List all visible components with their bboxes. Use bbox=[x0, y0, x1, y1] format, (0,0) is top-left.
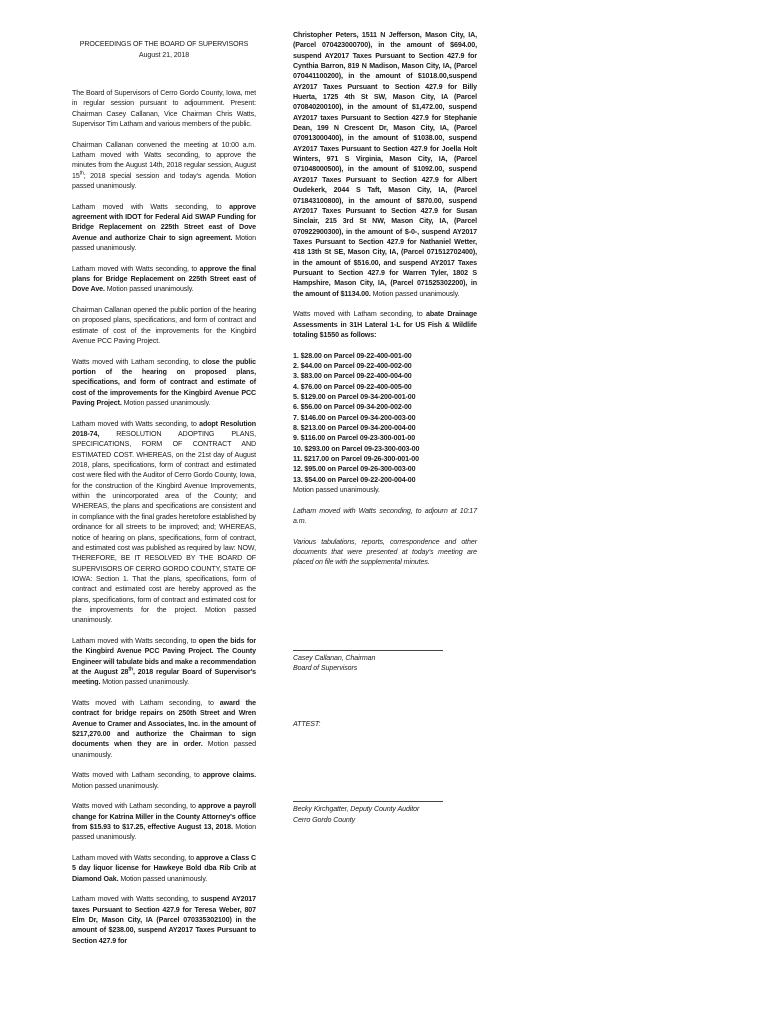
signature-line bbox=[293, 801, 443, 802]
list-item: 3. $83.00 on Parcel 09-22-400-004-00 bbox=[293, 372, 412, 381]
signer-name: Casey Callanan, Chairman bbox=[293, 653, 376, 662]
list-item: 9. $116.00 on Parcel 09-23-300-001-00 bbox=[293, 434, 416, 443]
parcel-list bbox=[293, 351, 477, 485]
paragraph-tax-suspension-cont: Christopher Peters, 1511 N Jefferson, Mason City, IA, (Parcel 070423000700), in the amount of $694.00, suspend AY2017 Taxes Pursuant to Section 427.9 for Cynthia Barron, 819 N Madison, Mason City, IA, (Parcel 070441100200), in the amount of $1018.00,suspend AY2017 Taxes Pursuant to Section 427.9 for Billy Huerta, 1725 4th St SW, Mason City, IA (Parcel 070840200100), in the amount of $1,472.00, suspend AY2017 taxes Pursuant to Section 427.9 for Stephanie Dean, 199 N Crescent Dr, Mason City, IA, (Parcel 070913000400), in the amount of $1038.00, suspend AY2017 Taxes Pursuant to Section 427.9 for Joella Holt Winters, 971 S Virginia, Mason City, IA, (Parcel 071048000500), in the amount of $1092.00, suspend AY2017 Taxes Pursuant to Section 427.9 for Albert Oudekerk, 2044 S Taft, Mason City, IA, (Parcel 071843100800), in the amount of $870.00, suspend AY2017 Taxes Pursuant to Section 427.9 for Susan Sinclair, 215 3rd St NW, Mason City, IA, (Parcel 070922900300), in the amount of $-0-, suspend AY2017 Taxes Pursuant to Section 427.9 for Nathaniel Wetter, 418 13th St SE, Mason City, IA, (Parcel 071512702400), in the amount of $516.00, and suspend AY2017 Taxes Pursuant to Section 427.9 for Warren Tyler, 1802 S Hampshire, Mason City, IA, (Parcel 071525302200), in the amount of $1134.00. Motion passed unanimously. bbox=[293, 31, 477, 298]
list-item: 5. $129.00 on Parcel 09-34-200-001-00 bbox=[293, 392, 416, 401]
list-item: 4. $76.00 on Parcel 09-22-400-005-00 bbox=[293, 382, 412, 391]
paragraph-liquor-license: Latham moved with Watts seconding, to approve a Class C 5 day liquor license for Hawkeye Bold dba Rib Crib at Diamond Oak. Motion passed unanimously. bbox=[72, 853, 257, 883]
chairman-signature-block bbox=[293, 650, 477, 674]
paragraph-public-hearing-open: Chairman Callanan opened the public portion of the hearing on proposed plans, specifications, and form of contract and estimate of cost of the improvements for the Kingbird Avenue PCC Paving Project. bbox=[72, 306, 256, 346]
signer-title: Board of Supervisors bbox=[293, 664, 358, 673]
list-item: 10. $293.00 on Parcel 09-23-300-003-00 bbox=[293, 444, 420, 453]
signer-name: Becky Kirchgatter, Deputy County Auditor bbox=[293, 805, 420, 814]
list-item: 8. $213.00 on Parcel 09-34-200-004-00 bbox=[293, 423, 416, 432]
paragraph-claims: Watts moved with Latham seconding, to approve claims. Motion passed unanimously. bbox=[72, 771, 257, 790]
attest-label: ATTEST: bbox=[293, 719, 321, 728]
document-title: PROCEEDINGS OF THE BOARD OF SUPERVISORS bbox=[79, 40, 249, 48]
paragraph-drainage-motion: Motion passed unanimously. bbox=[293, 486, 380, 495]
auditor-signature-block bbox=[293, 801, 477, 825]
list-item: 6. $56.00 on Parcel 09-34-200-002-00 bbox=[293, 403, 412, 412]
paragraph-idot-agreement: Latham moved with Watts seconding, to approve agreement with IDOT for Federal Aid SWAP Funding for Bridge Replacement on 225th Street east of Dove Avenue and authorize Chair to sign agreement. Motion passed unanimously. bbox=[72, 202, 256, 253]
list-item: 12. $95.00 on Parcel 09-26-300-003-00 bbox=[293, 465, 416, 474]
paragraph-payroll-change: Watts moved with Latham seconding, to approve a payroll change for Katrina Miller in the County Attorney's office from $15.93 to $17.25, effective August 13, 2018. Motion passed unanimously. bbox=[72, 802, 256, 842]
paragraph-open-bids: Latham moved with Watts seconding, to open the bids for the Kingbird Avenue PCC Paving Project. The County Engineer will tabulate bids and make a recommendation at the August 28th, 2018 regular Board of Supervisor's meeting. Motion passed unanimously. bbox=[72, 636, 257, 687]
list-item: 7. $146.00 on Parcel 09-34-200-003-00 bbox=[293, 413, 416, 422]
list-item: 1. $28.00 on Parcel 09-22-400-001-00 bbox=[293, 351, 412, 360]
signature-line bbox=[293, 650, 443, 651]
list-item: 11. $217.00 on Parcel 09-26-300-001-00 bbox=[293, 455, 419, 463]
paragraph-adjourn: Latham moved with Watts seconding, to adjourn at 10:17 a.m. bbox=[293, 506, 477, 526]
paragraph-minutes: Chairman Callanan convened the meeting at 10:00 a.m. Latham moved with Watts seconding, to approve the minutes from the August 14th, 2018 regular session, August 15th; 2018 special session and today's agenda. Motion passed unanimously. bbox=[72, 140, 256, 191]
paragraph-public-hearing-close: Watts moved with Latham seconding, to close the public portion of the hearing on proposed plans, specifications, and form of contract and estimate of cost of the improvements for the Kingbird Avenue PCC Paving Project. Motion passed unanimously. bbox=[72, 357, 257, 408]
paragraph-bridge-contract: Watts moved with Latham seconding, to award the contract for bridge repairs on 250th Street and Wren Avenue to Cramer and Associates, Inc. in the amount of $217,270.00 and authorize the Chairman to sign documents when they are in order. Motion passed unanimously. bbox=[72, 698, 257, 759]
paragraph-drainage-abatement: Watts moved with Latham seconding, to abate Drainage Assessments in 31H Lateral 1-L for US Fish & Wildlife totaling $1550 as follows: bbox=[293, 310, 477, 339]
paragraph-tax-suspension-start: Latham moved with Watts seconding, to suspend AY2017 taxes Pursuant to Section 427.9 for Teresa Weber, 807 Elm Dr, Mason City, IA (Parcel 070335302100) in the amount of $238.00, suspend AY2017 Taxes Pursuant to Section 427.9 for bbox=[72, 895, 256, 945]
signer-title: Cerro Gordo County bbox=[293, 815, 356, 824]
right-column bbox=[293, 30, 477, 825]
paragraph-attendance: The Board of Supervisors of Cerro Gordo County, Iowa, met in regular session pursuant to adjournment. Present: Chairman Casey Callanan, Vice Chairman Chris Watts, Supervisor Tim Latham and various members of the public. bbox=[72, 89, 256, 129]
paragraph-final-plans: Latham moved with Watts seconding, to approve the final plans for Bridge Replacement on 225th Street east of Dove Ave. Motion passed unanimously. bbox=[72, 264, 256, 294]
document-header bbox=[72, 39, 256, 60]
list-item: 2. $44.00 on Parcel 09-22-400-002-00 bbox=[293, 361, 412, 370]
paragraph-supplemental-docs: Various tabulations, reports, correspondence and other documents that were presented at today's meeting are placed on file with the supplemental minutes. bbox=[293, 537, 477, 567]
document-date: August 21, 2018 bbox=[138, 50, 190, 59]
list-item: 13. $54.00 on Parcel 09-22-200-004-00 bbox=[293, 475, 416, 484]
left-column bbox=[72, 30, 256, 956]
paragraph-resolution: Latham moved with Watts seconding, to adopt Resolution 2018-74, RESOLUTION ADOPTING PLANS, SPECIFICATIONS, FORM OF CONTRACT AND ESTIMATED COST. WHEREAS, on the 21st day of August 2018, plans, specifications, form of contract and estimated cost were filed with the Auditor of Cerro Gordo County, Iowa, for the construction of the Kingbird Avenue Improvements, within the unincorporated area of the County; and WHEREAS, the plans and specifications are consistent and in compliance with the final grades heretofore established by ordinance for all streets to be improved; and; WHEREAS, notice of hearing on plans, specifications, form of contract, and estimated cost was published as required by law: NOW, THEREFORE, BE IT RESOLVED BY THE BOARD OF SUPERVISORS OF CERRO GORDO COUNTY, STATE OF IOWA: Section 1. That the plans, specifications, form of contract and estimated cost are hereby approved as the plans, specifications, form of contract and estimated cost for the improvements for the project. Motion passed unanimously. bbox=[72, 419, 257, 625]
